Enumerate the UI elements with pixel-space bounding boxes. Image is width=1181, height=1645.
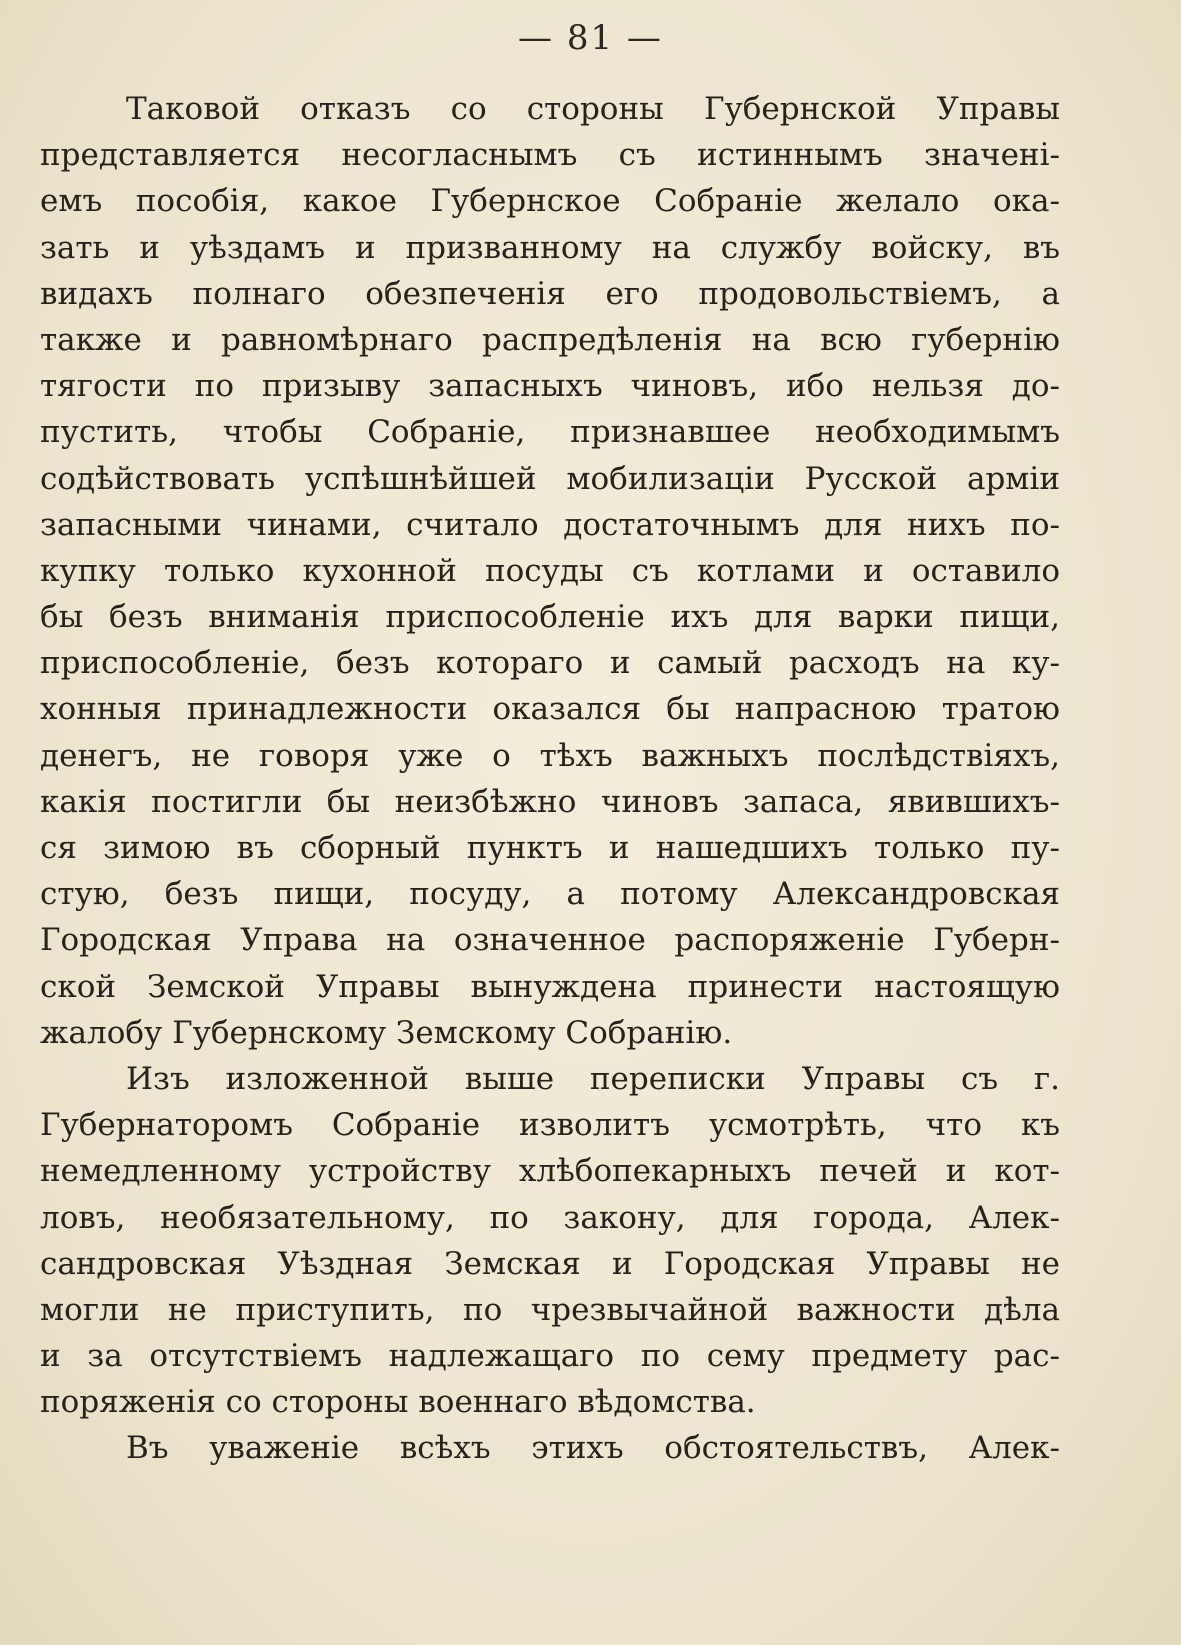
text-line: Въ уваженіе всѣхъ этихъ обстоятельствъ, Алек- [126,1430,1060,1467]
text-line: зать и уѣздамъ и призванному на службу войску, въ [40,229,1060,266]
text-line: какія постигли бы неизбѣжно чиновъ запаса, явившихъ- [40,783,1060,820]
text-line: Таковой отказъ со стороны Губернской Управы [126,91,1060,127]
text-line: ся зимою въ сборный пунктъ и нашедшихъ только пу- [40,830,1060,866]
text-line: запасными чинами, считало достаточнымъ для нихъ по- [40,506,1060,543]
text-line: могли не приступить, по чрезвычайной важности дѣла [40,1291,1060,1328]
text-line: поряженія со стороны военнаго вѣдомства. [40,1384,756,1421]
text-line: Городская Управа на означенное распоряженіе Губерн- [40,922,1060,959]
text-line: жалобу Губернскому Земскому Собранію. [40,1014,733,1051]
text-line: сандровская Уѣздная Земская и Городская Управы не [40,1245,1060,1282]
text-line: Губернаторомъ Собраніе изволитъ усмотрѣть, что къ [40,1107,1060,1144]
page-number: — 81 — [518,18,663,58]
text-line: содѣйствовать успѣшнѣйшей мобилизаціи Русской арміи [40,460,1060,497]
text-line: представляется несогласнымъ съ истиннымъ значені- [40,137,1060,174]
text-line: бы безъ вниманія приспособленіе ихъ для варки пищи, [40,599,1060,636]
text-line: видахъ полнаго обезпеченія его продовольствіемъ, а [40,275,1060,312]
text-line: емъ пособія, какое Губернское Собраніе желало ока- [40,183,1060,220]
text-line: тягости по призыву запасныхъ чиновъ, ибо нельзя до- [40,368,1060,405]
text-line: стую, безъ пищи, посуду, а потому Александровская [40,876,1060,913]
text-line: также и равномѣрнаго распредѣленія на всю губернію [40,321,1060,358]
text-line: пустить, чтобы Собраніе, признавшее необходимымъ [40,414,1060,451]
text-line: Изъ изложенной выше переписки Управы съ г. [126,1060,1060,1097]
text-line: и за отсутствіемъ надлежащаго по сему предмету рас- [40,1338,1060,1375]
text-line: ловъ, необязательному, по закону, для города, Алек- [40,1199,1060,1236]
text-line: хонныя принадлежности оказался бы напрасною тратою [40,691,1060,728]
text-line: немедленному устройству хлѣбопекарныхъ печей и кот- [40,1153,1060,1190]
text-line: денегъ, не говоря уже о тѣхъ важныхъ послѣдствіяхъ, [40,737,1060,774]
text-line: купку только кухонной посуды съ котлами и оставило [40,552,1060,589]
text-line: приспособленіе, безъ котораго и самый расходъ на ку- [40,645,1060,682]
text-line: ской Земской Управы вынуждена принести настоящую [40,968,1060,1005]
body-text [40,86,1060,1472]
